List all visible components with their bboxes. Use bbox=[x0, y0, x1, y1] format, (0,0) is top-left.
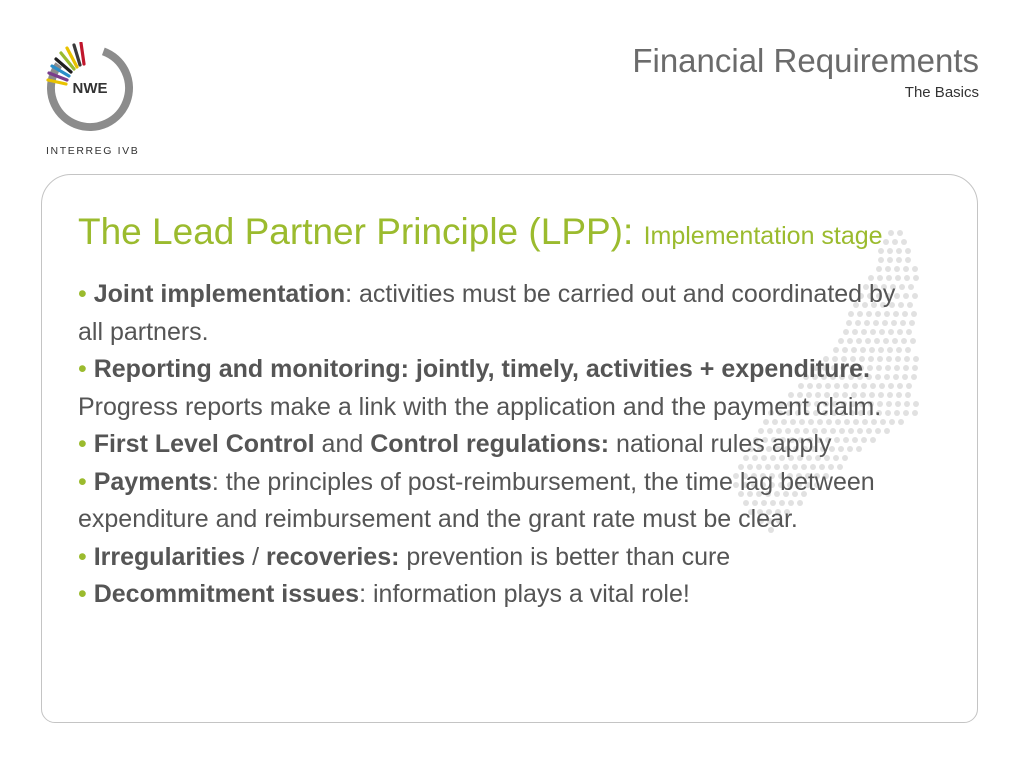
bullet-term: Reporting and monitoring: jointly, timely, activities + expenditure. bbox=[93, 355, 870, 383]
bullet-text: prevention is better than cure bbox=[399, 542, 731, 571]
slide-heading-main: The Lead Partner Principle (LPP): bbox=[78, 211, 644, 252]
bullet-text: / bbox=[245, 542, 267, 571]
bullet-icon: • bbox=[78, 542, 87, 571]
list-item bbox=[78, 539, 898, 577]
bullet-icon: • bbox=[78, 430, 87, 458]
logo-text: NWE bbox=[72, 80, 108, 97]
bullet-term: Decommitment issues bbox=[93, 580, 360, 608]
bullet-text: and bbox=[314, 430, 371, 458]
bullet-term: recoveries: bbox=[266, 542, 400, 571]
bullet-text: Progress reports make a link with the application and the payment claim. bbox=[78, 392, 882, 421]
bullet-text: : information plays a vital role! bbox=[359, 580, 690, 608]
bullet-term: First Level Control bbox=[93, 430, 315, 458]
bullet-term: Joint implementation bbox=[93, 280, 346, 308]
bullet-text: national rules apply bbox=[609, 430, 832, 458]
bullet-text: : the principles of post-reimbursement, the time lag between expenditure and reimbursement and the grant rate must be clear. bbox=[78, 467, 875, 533]
bullet-term: Payments bbox=[93, 467, 212, 496]
nwe-logo-mark bbox=[44, 42, 136, 134]
list-item bbox=[78, 426, 898, 464]
page-subtitle: The Basics bbox=[904, 84, 979, 101]
bullet-list bbox=[78, 276, 898, 614]
slide-heading-sub: Implementation stage bbox=[643, 222, 883, 250]
bullet-icon: • bbox=[78, 467, 87, 496]
list-item bbox=[78, 576, 898, 614]
bullet-icon: • bbox=[78, 355, 87, 383]
bullet-text: : activities must be carried out and coordinated by all partners. bbox=[78, 280, 896, 346]
slide-heading bbox=[78, 211, 883, 253]
list-item bbox=[78, 464, 898, 539]
list-item bbox=[78, 351, 898, 426]
bullet-term: Irregularities bbox=[93, 542, 246, 571]
page-title: Financial Requirements bbox=[632, 42, 979, 79]
bullet-term: Control regulations: bbox=[370, 430, 610, 458]
bullet-icon: • bbox=[78, 280, 87, 308]
list-item bbox=[78, 276, 898, 351]
logo-subtitle: INTERREG IVB bbox=[46, 145, 140, 157]
content-panel bbox=[41, 174, 978, 723]
bullet-icon: • bbox=[78, 580, 87, 608]
nwe-logo bbox=[44, 42, 136, 134]
